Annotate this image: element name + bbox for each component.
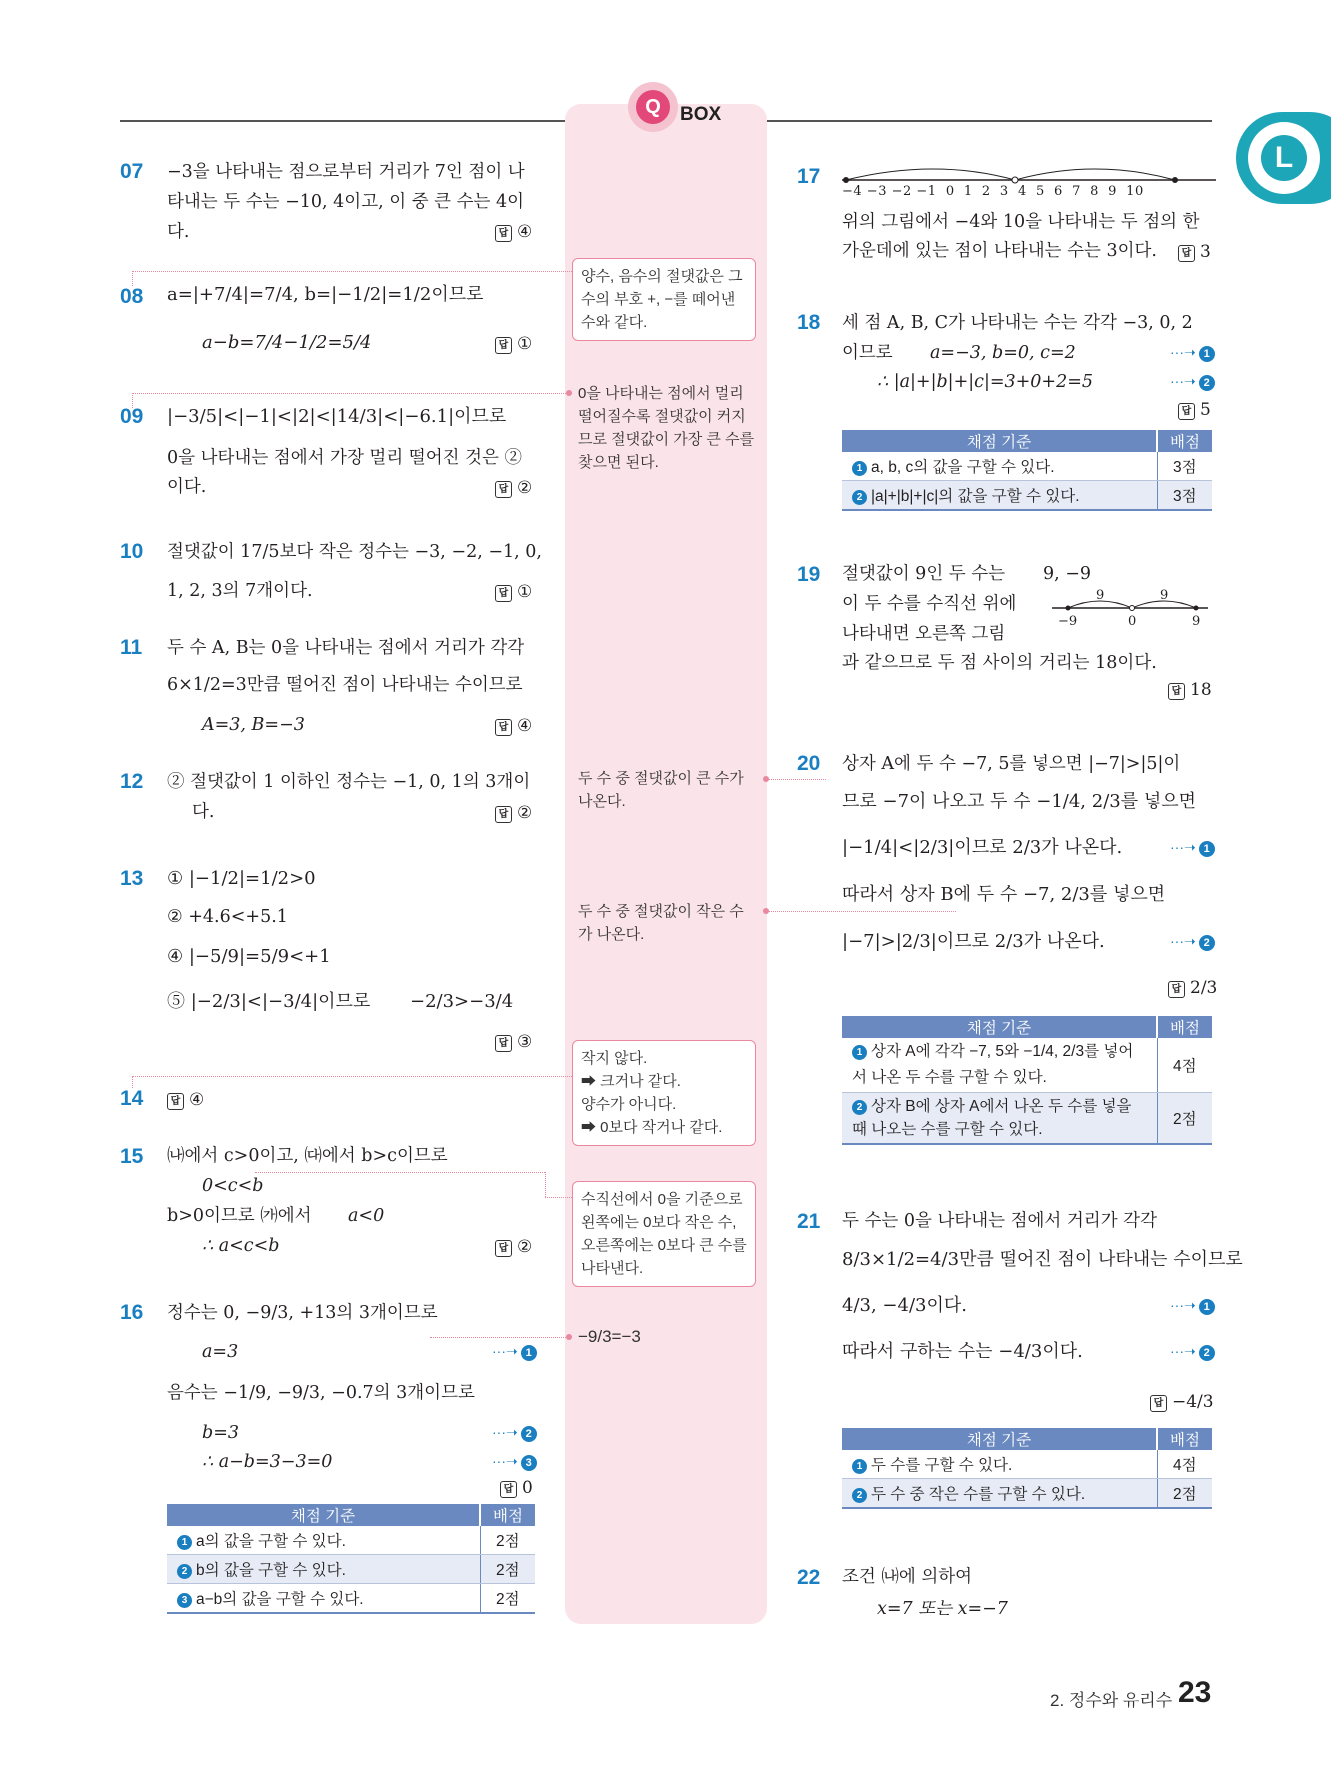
note-connector: [132, 1076, 133, 1088]
problem-text: 상자 A에 두 수 −7, 5를 넣으면 |−7|>|5|이: [842, 754, 1181, 774]
note-connector: [545, 1197, 572, 1198]
problem-text: 위의 그림에서 −4와 10을 나타내는 두 점의 한: [842, 212, 1200, 232]
problem-text: ⑤ |−2/3|<|−3/4|이므로: [167, 991, 371, 1012]
problem-text: ∴ a<c<b: [202, 1236, 280, 1256]
problem-text: ② 절댓값이 1 이하인 정수는 −1, 0, 1의 3개이: [167, 772, 531, 792]
criteria-points: 2점: [480, 1555, 535, 1584]
problem-text: 0을 나타내는 점에서 가장 멀리 떨어진 것은 ②: [167, 448, 522, 468]
criteria-item: 2 두 수 중 작은 수를 구할 수 있다.: [842, 1479, 1157, 1509]
note-connector: [255, 1172, 545, 1173]
answer: 답 0: [500, 1478, 533, 1498]
problem-text: 음수는 −1/9, −9/3, −0.7의 3개이므로: [167, 1383, 475, 1403]
problem-number: 18: [797, 311, 821, 334]
problem-number: 22: [797, 1566, 821, 1589]
step-marker-2: ···➝ 2: [1170, 933, 1215, 951]
problem-text: −2/3>−3/4: [410, 991, 514, 1012]
problem-text: a=|+7/4|=7/4, b=|−1/2|=1/2이므로: [167, 284, 484, 305]
note-line: ➡ 0보다 작거나 같다.: [581, 1119, 723, 1136]
arc-right: [1015, 169, 1175, 180]
note-box: 양수, 음수의 절댓값은 그 수의 부호 +, −를 떼어낸 수와 같다.: [572, 258, 756, 341]
problem-text: ㈏에서 c>0이고, ㈐에서 b>c이므로: [167, 1146, 448, 1166]
answer: 답 ②: [495, 803, 532, 823]
note-text: 두 수 중 절댓값이 작은 수가 나온다.: [578, 903, 744, 943]
problem-number: 12: [120, 770, 144, 793]
problem-text: 과 같으므로 두 점 사이의 거리는 18이다.: [842, 653, 1157, 673]
problem-text: 두 수 A, B는 0을 나타내는 점에서 거리가 각각: [167, 638, 525, 658]
point-right: [1194, 606, 1199, 611]
criteria-points: 3점: [1157, 481, 1212, 511]
problem-text: 이 두 수를 수직선 위에: [842, 594, 1017, 614]
answer: 답 3: [1178, 242, 1211, 262]
problem-text: 므로 −7이 나오고 두 수 −1/4, 2/3를 넣으면: [842, 791, 1196, 812]
answer: 답 2/3: [1168, 978, 1217, 998]
criteria-points: 2점: [480, 1584, 535, 1614]
answer: 답 ①: [495, 334, 532, 354]
answer: 답 ②: [495, 1237, 532, 1257]
note-text: 두 수 중 절댓값이 큰 수가 나온다.: [578, 770, 744, 810]
criteria-points: 2점: [480, 1526, 535, 1555]
axis-label: −9: [1058, 614, 1078, 629]
note-connector: [545, 1172, 546, 1197]
problem-text: |−7|>|2/3|이므로 2/3가 나온다.: [842, 931, 1105, 952]
problem-text: a=3: [202, 1342, 239, 1362]
note-dot: [763, 908, 769, 914]
answer: 답 5: [1178, 400, 1211, 420]
problem-text: 절댓값이 17/5보다 작은 정수는 −3, −2, −1, 0,: [167, 542, 542, 562]
problem-number: 15: [120, 1145, 144, 1168]
problem-text: ∴ |a|+|b|+|c|=3+0+2=5: [877, 372, 1094, 392]
point-mid: [1012, 177, 1018, 183]
point-right: [1172, 177, 1178, 183]
problem-text: 다.: [167, 222, 190, 242]
note-connector: [766, 911, 956, 912]
problem-number: 13: [120, 867, 144, 890]
problem-number: 08: [120, 285, 144, 308]
problem-number: 19: [797, 563, 821, 586]
note-connector: [132, 393, 133, 408]
problem-text: ∴ a−b=3−3=0: [202, 1452, 333, 1472]
problem-text: 6×1/2=3만큼 떨어진 점이 나타내는 수이므로: [167, 675, 523, 695]
point-left: [1066, 606, 1071, 611]
problem-text: 따라서 상자 B에 두 수 −7, 2/3를 넣으면: [842, 884, 1166, 905]
answer: 답 −4/3: [1150, 1392, 1214, 1412]
step-marker-2: ···➝ 2: [1170, 373, 1215, 391]
chapter-tab-letter: L: [1261, 135, 1307, 181]
point-mid: [1130, 606, 1135, 611]
problem-number: 17: [797, 165, 821, 188]
note-text: 0을 나타내는 점에서 멀리 떨어질수록 절댓값이 커지므로 절댓값이 가장 큰 수를 찾으면 된다.: [578, 385, 755, 471]
problem-text: 절댓값이 9인 두 수는: [842, 564, 1006, 584]
problem-text: 따라서 구하는 수는 −4/3이다.: [842, 1341, 1083, 1362]
criteria-points: 4점: [1157, 1038, 1212, 1093]
box-label: BOX: [680, 104, 722, 125]
note-line: 양수가 아니다.: [581, 1096, 677, 1113]
problem-text: ② +4.6<+5.1: [167, 907, 288, 927]
answer: 답 ③: [495, 1032, 532, 1052]
problem-text: 이다.: [167, 477, 207, 497]
problem-number: 14: [120, 1087, 144, 1110]
criteria-table: [167, 1504, 535, 1614]
problem-text: −3을 나타내는 점으로부터 거리가 7인 점이 나: [167, 162, 525, 182]
note-connector: [132, 393, 572, 394]
note-connector: [430, 1337, 570, 1338]
note-text: −9/3=−3: [578, 1327, 641, 1346]
answer: 답 ②: [495, 478, 532, 498]
note-box: [572, 1040, 756, 1146]
note-dot: [566, 390, 572, 396]
footer-chapter: 2. 정수와 유리수: [1050, 1691, 1173, 1710]
problem-text: 9, −9: [1043, 564, 1092, 584]
problem-text: |−1/4|<|2/3|이므로 2/3가 나온다.: [842, 837, 1123, 858]
criteria-item: 2 |a|+|b|+|c|의 값을 구할 수 있다.: [842, 481, 1157, 511]
note-line: ➡ 크거나 같다.: [581, 1073, 681, 1090]
answer: 답 ④: [495, 716, 532, 736]
problem-number: 10: [120, 540, 144, 563]
point-left: [843, 177, 849, 183]
problem-text: a<0: [348, 1206, 385, 1226]
criteria-header: 채점 기준: [842, 1016, 1157, 1038]
problem-text: 타내는 두 수는 −10, 4이고, 이 중 큰 수는 4이: [167, 192, 525, 212]
problem-text: A=3, B=−3: [202, 715, 305, 735]
criteria-header: 채점 기준: [842, 1428, 1157, 1450]
criteria-header: 채점 기준: [842, 430, 1157, 452]
step-marker-1: ···➝ 1: [1170, 839, 1215, 857]
problem-text: 이므로: [842, 343, 893, 363]
problem-text: 4/3, −4/3이다.: [842, 1295, 967, 1316]
criteria-item: 3 a−b의 값을 구할 수 있다.: [167, 1584, 480, 1614]
answer: 답 18: [1168, 680, 1212, 700]
axis-labels: −4 −3 −2 −1 0 1 2 3 4 5 6 7 8 9 10: [842, 184, 1144, 199]
problem-text: a−b=7/4−1/2=5/4: [202, 332, 372, 353]
step-marker-1: ···➝ 1: [492, 1343, 537, 1361]
criteria-table: [842, 1428, 1212, 1509]
criteria-item: 1 a, b, c의 값을 구할 수 있다.: [842, 452, 1157, 481]
problem-text: b=3: [202, 1423, 239, 1443]
criteria-points-header: 배점: [480, 1504, 535, 1526]
criteria-points-header: 배점: [1157, 430, 1212, 452]
problem-text: 정수는 0, −9/3, +13의 3개이므로: [167, 1303, 438, 1323]
problem-text: 세 점 A, B, C가 나타내는 수는 각각 −3, 0, 2: [842, 313, 1193, 333]
criteria-item: 1 상자 A에 각각 −7, 5와 −1/4, 2/3를 넣어 서 나온 두 수를 구할 수 있다.: [842, 1038, 1157, 1093]
q-box-logo: [628, 82, 678, 132]
arc-left: [846, 169, 1015, 180]
step-marker-1: ···➝ 1: [1170, 1297, 1215, 1315]
problem-text: b>0이므로 ㈎에서: [167, 1206, 312, 1226]
answer: 답 ①: [495, 582, 532, 602]
problem-text: 1, 2, 3의 7개이다.: [167, 581, 313, 601]
criteria-points: 4점: [1157, 1450, 1212, 1479]
criteria-points: 3점: [1157, 452, 1212, 481]
note-connector: [132, 271, 133, 286]
problem-text: 두 수는 0을 나타내는 점에서 거리가 각각: [842, 1211, 1157, 1231]
problem-text: 나타내면 오른쪽 그림: [842, 624, 1006, 644]
problem-number: 21: [797, 1210, 821, 1233]
criteria-item: 1 a의 값을 구할 수 있다.: [167, 1526, 480, 1555]
answer: 답 ④: [167, 1090, 204, 1110]
criteria-item: 1 두 수를 구할 수 있다.: [842, 1450, 1157, 1479]
page-number: 23: [1178, 1676, 1212, 1709]
criteria-table: [842, 1016, 1212, 1145]
note-connector: [132, 271, 572, 272]
problem-text: 8/3×1/2=4/3만큼 떨어진 점이 나타내는 수이므로: [842, 1249, 1243, 1270]
criteria-header: 채점 기준: [167, 1504, 480, 1526]
answer: 답 ④: [495, 222, 532, 242]
distance-label: 9: [1096, 588, 1105, 603]
distance-label: 9: [1160, 588, 1169, 603]
note-dot: [763, 776, 769, 782]
problem-text: 0<c<b: [202, 1176, 264, 1196]
step-marker-2: ···➝ 2: [1170, 1343, 1215, 1361]
criteria-points: 2점: [1157, 1479, 1212, 1509]
problem-text: ④ |−5/9|=5/9<+1: [167, 946, 331, 967]
note-dot: [566, 1334, 572, 1340]
problem-text: |−3/5|<|−1|<|2|<|14/3|<|−6.1|이므로: [167, 406, 507, 427]
problem-number: 09: [120, 405, 144, 428]
problem-text: x=7 또는 x=−7: [877, 1599, 1008, 1619]
problem-text: a=−3, b=0, c=2: [930, 343, 1076, 363]
problem-text: 가운데에 있는 점이 나타내는 수는 3이다.: [842, 241, 1157, 261]
axis-label: 9: [1192, 614, 1201, 629]
step-marker-2: ···➝ 2: [492, 1424, 537, 1442]
q-letter: Q: [636, 90, 670, 124]
step-marker-3: ···➝ 3: [492, 1453, 537, 1471]
note-box: 수직선에서 0을 기준으로 왼쪽에는 0보다 작은 수, 오른쪽에는 0보다 큰 수를 나타낸다.: [572, 1181, 756, 1287]
criteria-points-header: 배점: [1157, 1428, 1212, 1450]
problem-number: 20: [797, 752, 821, 775]
criteria-table: [842, 430, 1212, 511]
criteria-points-header: 배점: [1157, 1016, 1212, 1038]
axis-label: 0: [1128, 614, 1137, 629]
step-marker-1: ···➝ 1: [1170, 344, 1215, 362]
note-connector: [132, 1076, 572, 1077]
problem-number: 16: [120, 1301, 144, 1324]
note-line: 작지 않다.: [581, 1050, 648, 1067]
problem-text: 다.: [192, 802, 215, 822]
chapter-tab: [1236, 112, 1331, 204]
problem-number: 11: [120, 636, 143, 659]
note-connector: [766, 779, 826, 780]
problem-text: 조건 ㈏에 의하여: [842, 1567, 973, 1587]
problem-text: ① |−1/2|=1/2>0: [167, 868, 316, 889]
problem-number: 07: [120, 160, 144, 183]
criteria-item: 2 b의 값을 구할 수 있다.: [167, 1555, 480, 1584]
criteria-item: 2 상자 B에 상자 A에서 나온 두 수를 넣을 때 나오는 수를 구할 수 있다.: [842, 1093, 1157, 1145]
criteria-points: 2점: [1157, 1093, 1212, 1145]
